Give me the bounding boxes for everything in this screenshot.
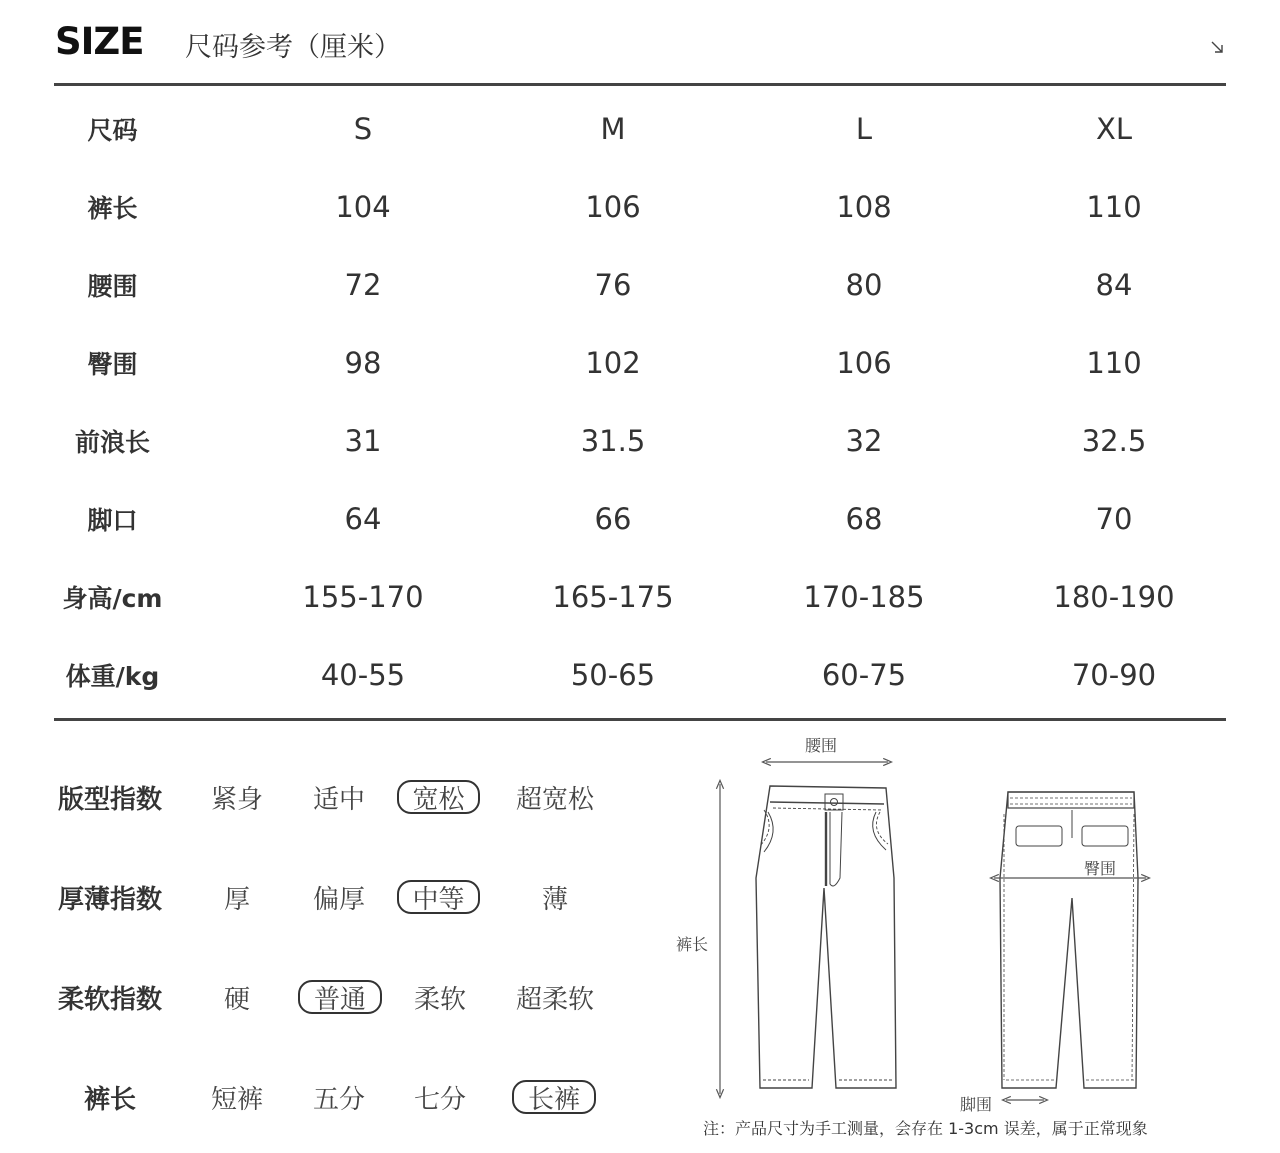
table-cell: 155-170 bbox=[302, 580, 424, 614]
row-label: 臀围 bbox=[87, 350, 138, 379]
table-cell: 32.5 bbox=[1081, 424, 1147, 458]
index-option: 七分 bbox=[413, 1084, 466, 1115]
index-option: 柔软 bbox=[413, 984, 466, 1015]
index-option: 五分 bbox=[312, 1084, 365, 1115]
table-cell: S bbox=[353, 112, 373, 146]
expand-arrow-icon bbox=[1210, 40, 1224, 54]
index-option: 短裤 bbox=[210, 1084, 263, 1115]
size-title: SIZE bbox=[55, 20, 144, 63]
table-cell: 31 bbox=[344, 424, 382, 458]
index-option: 厚 bbox=[223, 884, 250, 915]
front-pants bbox=[756, 786, 896, 1088]
table-row bbox=[0, 246, 1280, 324]
index-option: 适中 bbox=[312, 784, 365, 815]
table-cell: 110 bbox=[1086, 190, 1142, 224]
table-cell: 40-55 bbox=[320, 658, 406, 692]
size-subtitle: 尺码参考（厘米） bbox=[185, 32, 401, 63]
table-cell: 170-185 bbox=[803, 580, 925, 614]
table-cell: 98 bbox=[344, 346, 382, 380]
index-row-thickness bbox=[0, 867, 640, 927]
table-cell: 64 bbox=[344, 502, 382, 536]
table-cell: 60-75 bbox=[821, 658, 907, 692]
table-row bbox=[0, 324, 1280, 402]
waist-label: 腰围 bbox=[805, 736, 838, 755]
table-cell: 110 bbox=[1086, 346, 1142, 380]
hip-label: 臀围 bbox=[1084, 859, 1117, 878]
index-option: 硬 bbox=[223, 984, 250, 1015]
index-label: 厚薄指数 bbox=[57, 884, 162, 915]
table-cell: 76 bbox=[594, 268, 632, 302]
measurement-note: 注：产品尺寸为手工测量，会存在 1-3cm 误差，属于正常现象 bbox=[703, 1119, 1148, 1138]
index-option: 薄 bbox=[541, 884, 568, 915]
table-row bbox=[0, 636, 1280, 714]
table-row bbox=[0, 480, 1280, 558]
table-cell: 31.5 bbox=[580, 424, 646, 458]
index-option: 超宽松 bbox=[515, 784, 594, 815]
table-row bbox=[0, 402, 1280, 480]
index-option-selected: 宽松 bbox=[397, 780, 480, 814]
back-pants bbox=[1000, 792, 1138, 1088]
row-label: 身高/cm bbox=[62, 584, 163, 613]
index-option: 紧身 bbox=[210, 784, 263, 815]
table-cell: 106 bbox=[836, 346, 892, 380]
top-divider bbox=[54, 83, 1226, 86]
table-cell: L bbox=[855, 112, 873, 146]
index-option-selected: 长裤 bbox=[512, 1080, 596, 1114]
index-option: 偏厚 bbox=[312, 884, 365, 915]
row-label: 前浪长 bbox=[74, 428, 150, 457]
bottom-divider bbox=[54, 718, 1226, 721]
index-option: 超柔软 bbox=[515, 984, 594, 1015]
pants-diagram bbox=[660, 728, 1220, 1148]
hem-label: 脚围 bbox=[960, 1095, 993, 1114]
index-option-selected: 普通 bbox=[298, 980, 382, 1014]
index-label: 版型指数 bbox=[57, 784, 162, 815]
table-row bbox=[0, 558, 1280, 636]
index-option-selected: 中等 bbox=[397, 880, 480, 914]
table-cell: 108 bbox=[836, 190, 892, 224]
index-row-softness bbox=[0, 967, 640, 1027]
row-label: 腰围 bbox=[87, 272, 138, 301]
table-cell: 32 bbox=[845, 424, 883, 458]
pants-drawing bbox=[660, 728, 1220, 1118]
table-cell: 72 bbox=[344, 268, 382, 302]
table-cell: 68 bbox=[845, 502, 883, 536]
table-cell: 66 bbox=[594, 502, 632, 536]
table-cell: 84 bbox=[1095, 268, 1133, 302]
table-cell: 80 bbox=[845, 268, 883, 302]
row-label: 裤长 bbox=[87, 194, 138, 223]
table-cell: 165-175 bbox=[552, 580, 674, 614]
row-label: 脚口 bbox=[87, 506, 138, 535]
table-cell: 70 bbox=[1095, 502, 1133, 536]
row-label: 尺码 bbox=[87, 116, 138, 145]
table-cell: 180-190 bbox=[1053, 580, 1175, 614]
header bbox=[55, 18, 1226, 68]
table-cell: 106 bbox=[585, 190, 641, 224]
table-cell: 104 bbox=[335, 190, 391, 224]
row-label: 体重/kg bbox=[65, 662, 160, 691]
table-cell: 50-65 bbox=[570, 658, 656, 692]
table-cell: 102 bbox=[585, 346, 641, 380]
table-cell: XL bbox=[1095, 112, 1133, 146]
table-cell: M bbox=[600, 112, 626, 146]
index-label: 裤长 bbox=[83, 1084, 136, 1115]
table-cell: 70-90 bbox=[1071, 658, 1157, 692]
table-row bbox=[0, 168, 1280, 246]
index-label: 柔软指数 bbox=[57, 984, 162, 1015]
length-label: 裤长 bbox=[676, 935, 709, 954]
index-row-length bbox=[0, 1067, 640, 1127]
index-row-fit bbox=[0, 767, 640, 827]
table-row bbox=[0, 90, 1280, 168]
